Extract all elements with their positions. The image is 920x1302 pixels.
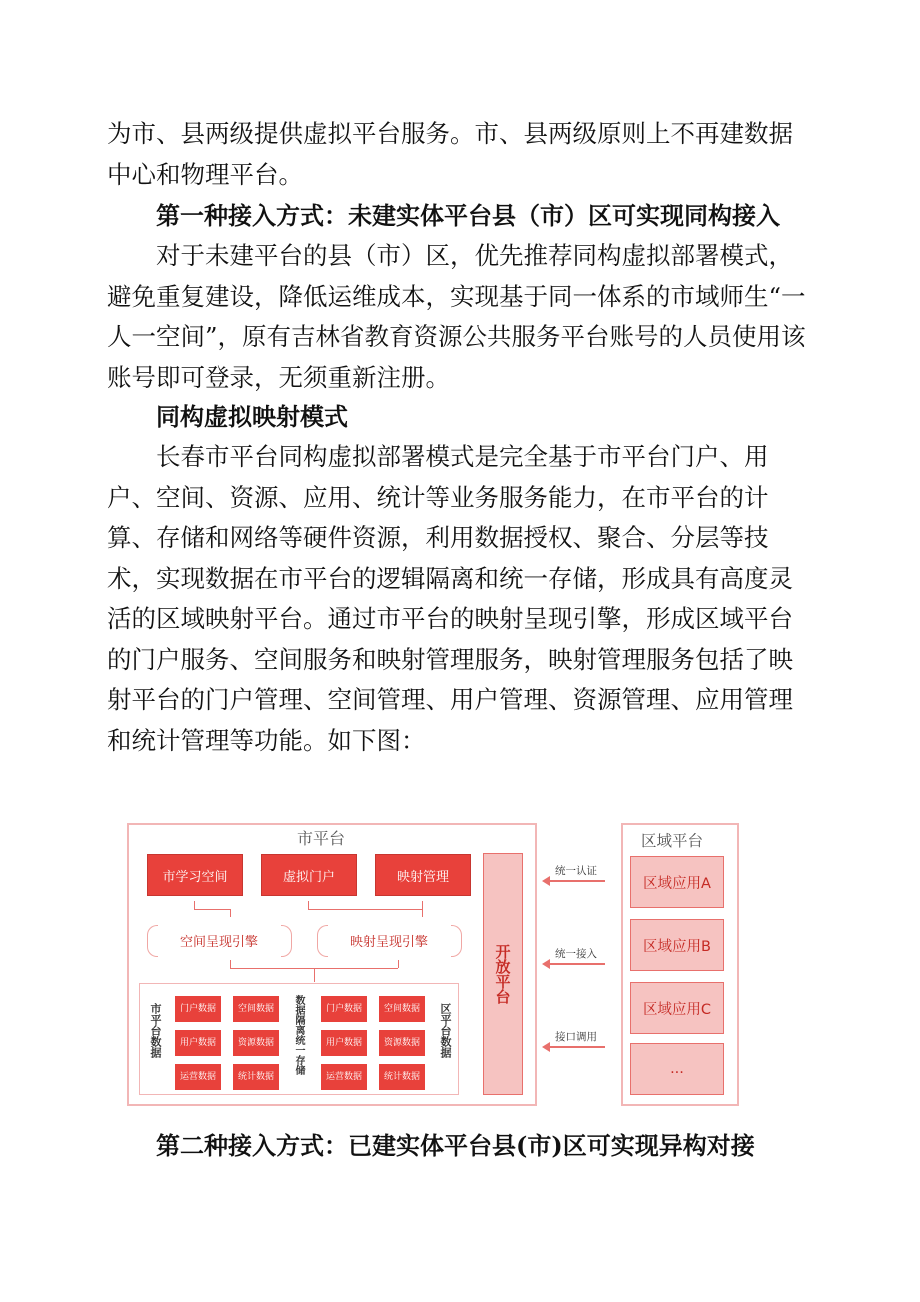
- connector: [422, 901, 423, 917]
- arrow-label-auth: 统一认证: [555, 865, 597, 877]
- connector: [314, 968, 315, 982]
- virtual-portal-box: 虚拟门户: [261, 854, 357, 896]
- architecture-diagram: [127, 823, 739, 1108]
- region-data-label: 区平台数据: [439, 1003, 452, 1058]
- region-app-more: ...: [630, 1043, 724, 1095]
- region-app-a: 区域应用A: [630, 856, 724, 908]
- arrow-line: [549, 963, 605, 965]
- open-platform-box: 开放平台: [483, 853, 523, 1095]
- region-app-b: 区域应用B: [630, 919, 724, 971]
- connector: [230, 909, 231, 917]
- connector: [308, 909, 422, 910]
- connector: [308, 901, 309, 909]
- heading-method-two: 第二种接入方式：已建实体平台县(市)区可实现异构对接: [156, 1131, 755, 1160]
- mapping-render-engine: 映射呈现引擎: [349, 934, 428, 950]
- region-portal-data: 门户数据: [321, 996, 367, 1022]
- bracket-left: [317, 925, 328, 957]
- connector: [194, 901, 195, 909]
- connector: [194, 909, 230, 910]
- arrow-line: [549, 1046, 605, 1048]
- city-portal-data: 门户数据: [175, 996, 221, 1022]
- city-space-data: 空间数据: [233, 996, 279, 1022]
- isolation-label: 数据隔离统一存储: [293, 995, 304, 1075]
- region-platform-title: 区域平台: [641, 832, 704, 850]
- arrow-label-api: 接口调用: [555, 1031, 597, 1043]
- mapping-management-box: 映射管理: [375, 854, 471, 896]
- region-operation-data: 运营数据: [321, 1064, 367, 1090]
- city-statistics-data: 统计数据: [233, 1064, 279, 1090]
- region-resource-data: 资源数据: [379, 1030, 425, 1056]
- region-space-data: 空间数据: [379, 996, 425, 1022]
- city-data-label: 市平台数据: [149, 1003, 162, 1058]
- arrow-line: [549, 880, 605, 882]
- bracket-left: [147, 925, 158, 957]
- city-learning-space-box: 市学习空间: [147, 854, 243, 896]
- paragraph-virtual-mapping: 长春市平台同构虚拟部署模式是完全基于市平台门户、用户、空间、资源、应用、统计等业务服务能力，在市平台的计算、存储和网络等硬件资源，利用数据授权、聚合、分层等技术，实现数据在市平台的逻辑隔离和统一存储，形成具有高度灵活的区域映射平台。通过市平台的映射呈现引擎，形成区域平台的门户服务、空间服务和映射管理服务，映射管理服务包括了映射平台的门户管理、空间管理、用户管理、资源管理、应用管理和统计管理等功能。如下图：: [107, 442, 793, 755]
- paragraph-method-one: 对于未建平台的县（市）区，优先推荐同构虚拟部署模式，避免重复建设，降低运维成本，实现基于同一体系的市域师生“一人一空间”，原有吉林省教育资源公共服务平台账号的人员使用该账号即可登录，无须重新注册。: [107, 241, 806, 392]
- bracket-right: [451, 925, 462, 957]
- bracket-right: [281, 925, 292, 957]
- region-statistics-data: 统计数据: [379, 1064, 425, 1090]
- space-render-engine: 空间呈现引擎: [179, 934, 258, 950]
- arrow-label-access: 统一接入: [555, 948, 597, 960]
- city-resource-data: 资源数据: [233, 1030, 279, 1056]
- paragraph-intro: 为市、县两级提供虚拟平台服务。市、县两级原则上不再建数据中心和物理平台。: [107, 119, 793, 189]
- city-operation-data: 运营数据: [175, 1064, 221, 1090]
- region-app-c: 区域应用C: [630, 982, 724, 1034]
- heading-virtual-mapping: 同构虚拟映射模式: [156, 402, 348, 431]
- connector: [398, 960, 399, 968]
- city-platform-title: 市平台: [297, 829, 346, 848]
- city-user-data: 用户数据: [175, 1030, 221, 1056]
- connector: [230, 960, 231, 968]
- region-user-data: 用户数据: [321, 1030, 367, 1056]
- heading-method-one: 第一种接入方式：未建实体平台县（市）区可实现同构接入: [156, 201, 780, 230]
